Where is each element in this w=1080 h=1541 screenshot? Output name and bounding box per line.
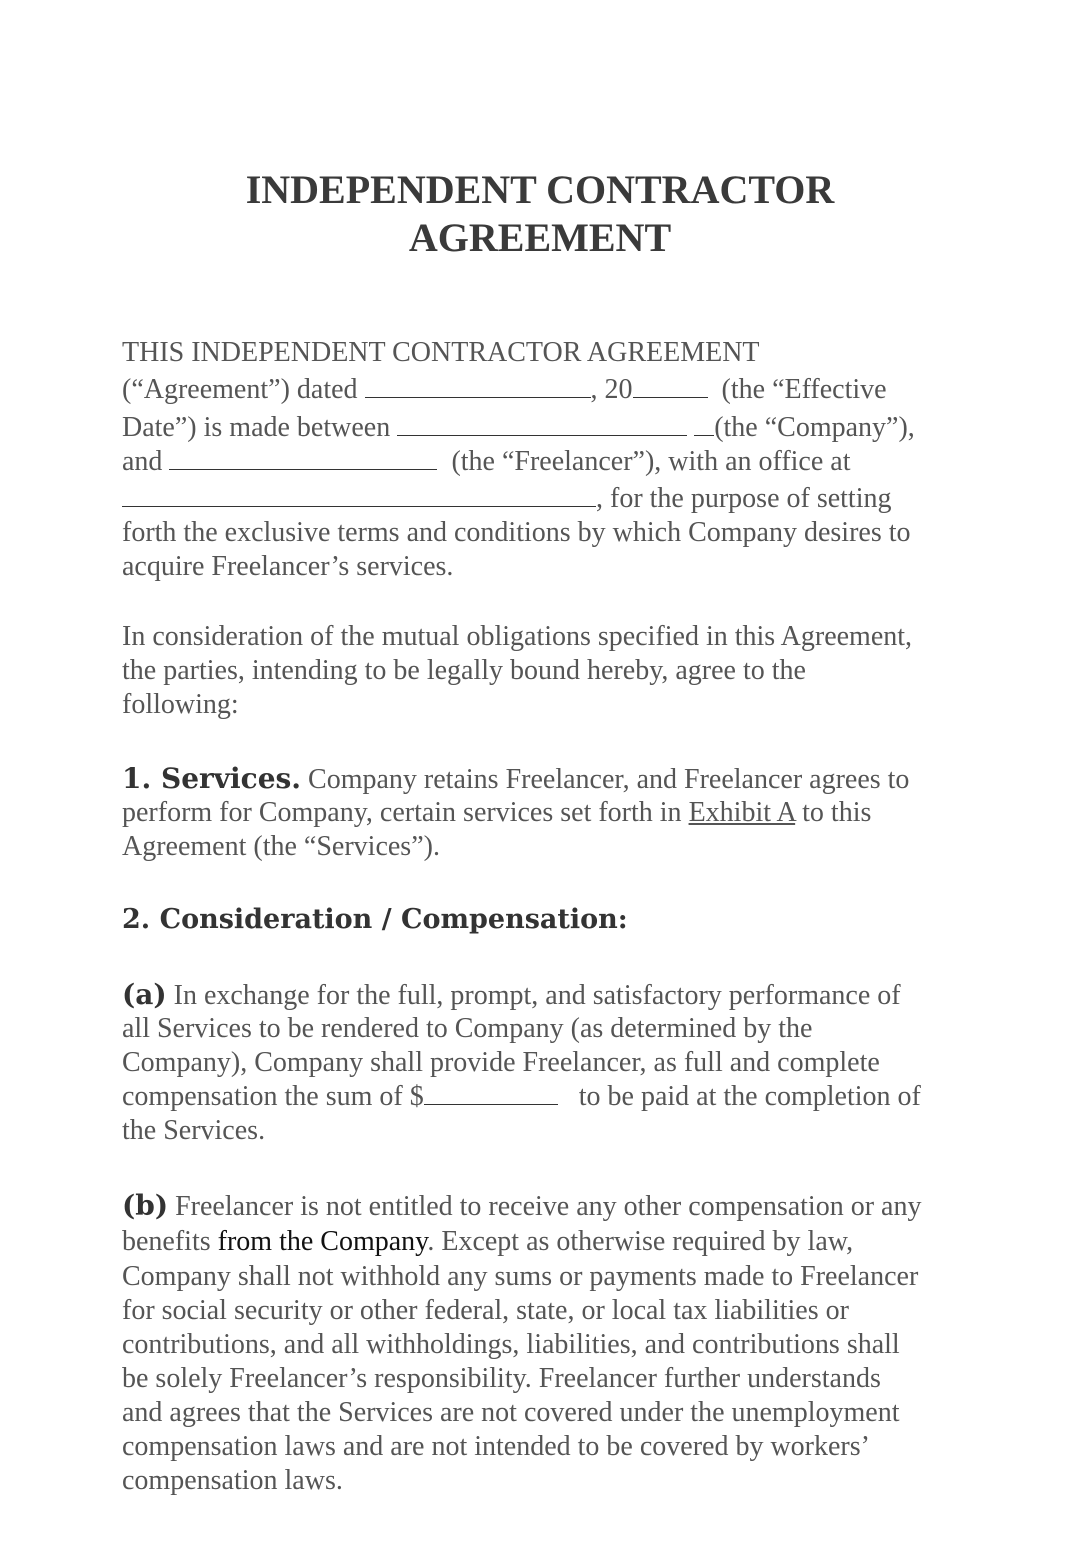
- intro-line-2: (“Agreement”) dated , 20 (the “Effective: [122, 374, 887, 405]
- intro-line-3: Date”) is made between (the “Company”),: [122, 412, 915, 443]
- amount-blank: [424, 1082, 558, 1105]
- consideration-line-2: the parties, intending to be legally bound hereby, agree to the: [122, 655, 806, 686]
- para-b-line-5: contributions, and all withholdings, liabilities, and contributions shall: [122, 1329, 900, 1360]
- section-1-heading: 1. Services.: [122, 762, 302, 795]
- para-a-line-5: the Services.: [122, 1115, 266, 1146]
- year-blank: [633, 375, 708, 398]
- intro-line-6: forth the exclusive terms and conditions by which Company desires to: [122, 517, 911, 548]
- para-a-line-3: Company), Company shall provide Freelancer, as full and complete: [122, 1047, 880, 1078]
- document-title: [0, 166, 1080, 262]
- para-b-line-4: for social security or other federal, state, or local tax liabilities or: [122, 1295, 849, 1326]
- para-a-line-2: all Services to be rendered to Company (as determined by the: [122, 1013, 813, 1044]
- section-1-line-2: perform for Company, certain services set forth in Exhibit A to this: [122, 797, 872, 828]
- para-b-line-1: (b) Freelancer is not entitled to receive any other compensation or any: [122, 1189, 922, 1222]
- section-1-line-3: Agreement (the “Services”).: [122, 831, 440, 862]
- cut-off-text: [232, 1532, 302, 1541]
- exhibit-a-link[interactable]: Exhibit A: [688, 797, 796, 828]
- consideration-line-3: following:: [122, 689, 239, 720]
- intro-line-1: THIS INDEPENDENT CONTRACTOR AGREEMENT: [122, 337, 760, 368]
- office-blank: [122, 484, 596, 507]
- freelancer-blank: [169, 447, 437, 470]
- intro-line-5: , for the purpose of setting: [122, 482, 892, 516]
- para-b-line-8: compensation laws and are not intended to be covered by workers’: [122, 1431, 870, 1462]
- intro-line-4: and (the “Freelancer”), with an office at: [122, 446, 851, 477]
- para-b-line-9: compensation laws.: [122, 1465, 343, 1496]
- para-a-label: (a): [122, 978, 167, 1011]
- para-b-line-3: Company shall not withhold any sums or payments made to Freelancer: [122, 1261, 919, 1292]
- title-line-2: AGREEMENT: [408, 215, 672, 260]
- para-a-line-4: compensation the sum of $ to be paid at the completion of: [122, 1081, 921, 1112]
- para-b-line-7: and agrees that the Services are not covered under the unemployment: [122, 1397, 900, 1428]
- para-a-line-1: (a) In exchange for the full, prompt, and satisfactory performance of: [122, 978, 901, 1011]
- section-1-line-1: 1. Services. Company retains Freelancer, and Freelancer agrees to: [122, 762, 910, 795]
- section-2-heading: 2. Consideration / Compensation:: [122, 904, 628, 935]
- para-b-label: (b): [122, 1189, 169, 1222]
- title-line-1: INDEPENDENT CONTRACTOR: [245, 167, 835, 212]
- para-b-line-6: be solely Freelancer’s responsibility. Freelancer further understands: [122, 1363, 881, 1394]
- intro-line-7: acquire Freelancer’s services.: [122, 551, 454, 582]
- company-blank: [397, 413, 687, 436]
- para-b-line-2: benefits from the Company. Except as otherwise required by law,: [122, 1226, 854, 1257]
- date-blank: [365, 375, 591, 398]
- consideration-line-1: In consideration of the mutual obligations specified in this Agreement,: [122, 621, 913, 652]
